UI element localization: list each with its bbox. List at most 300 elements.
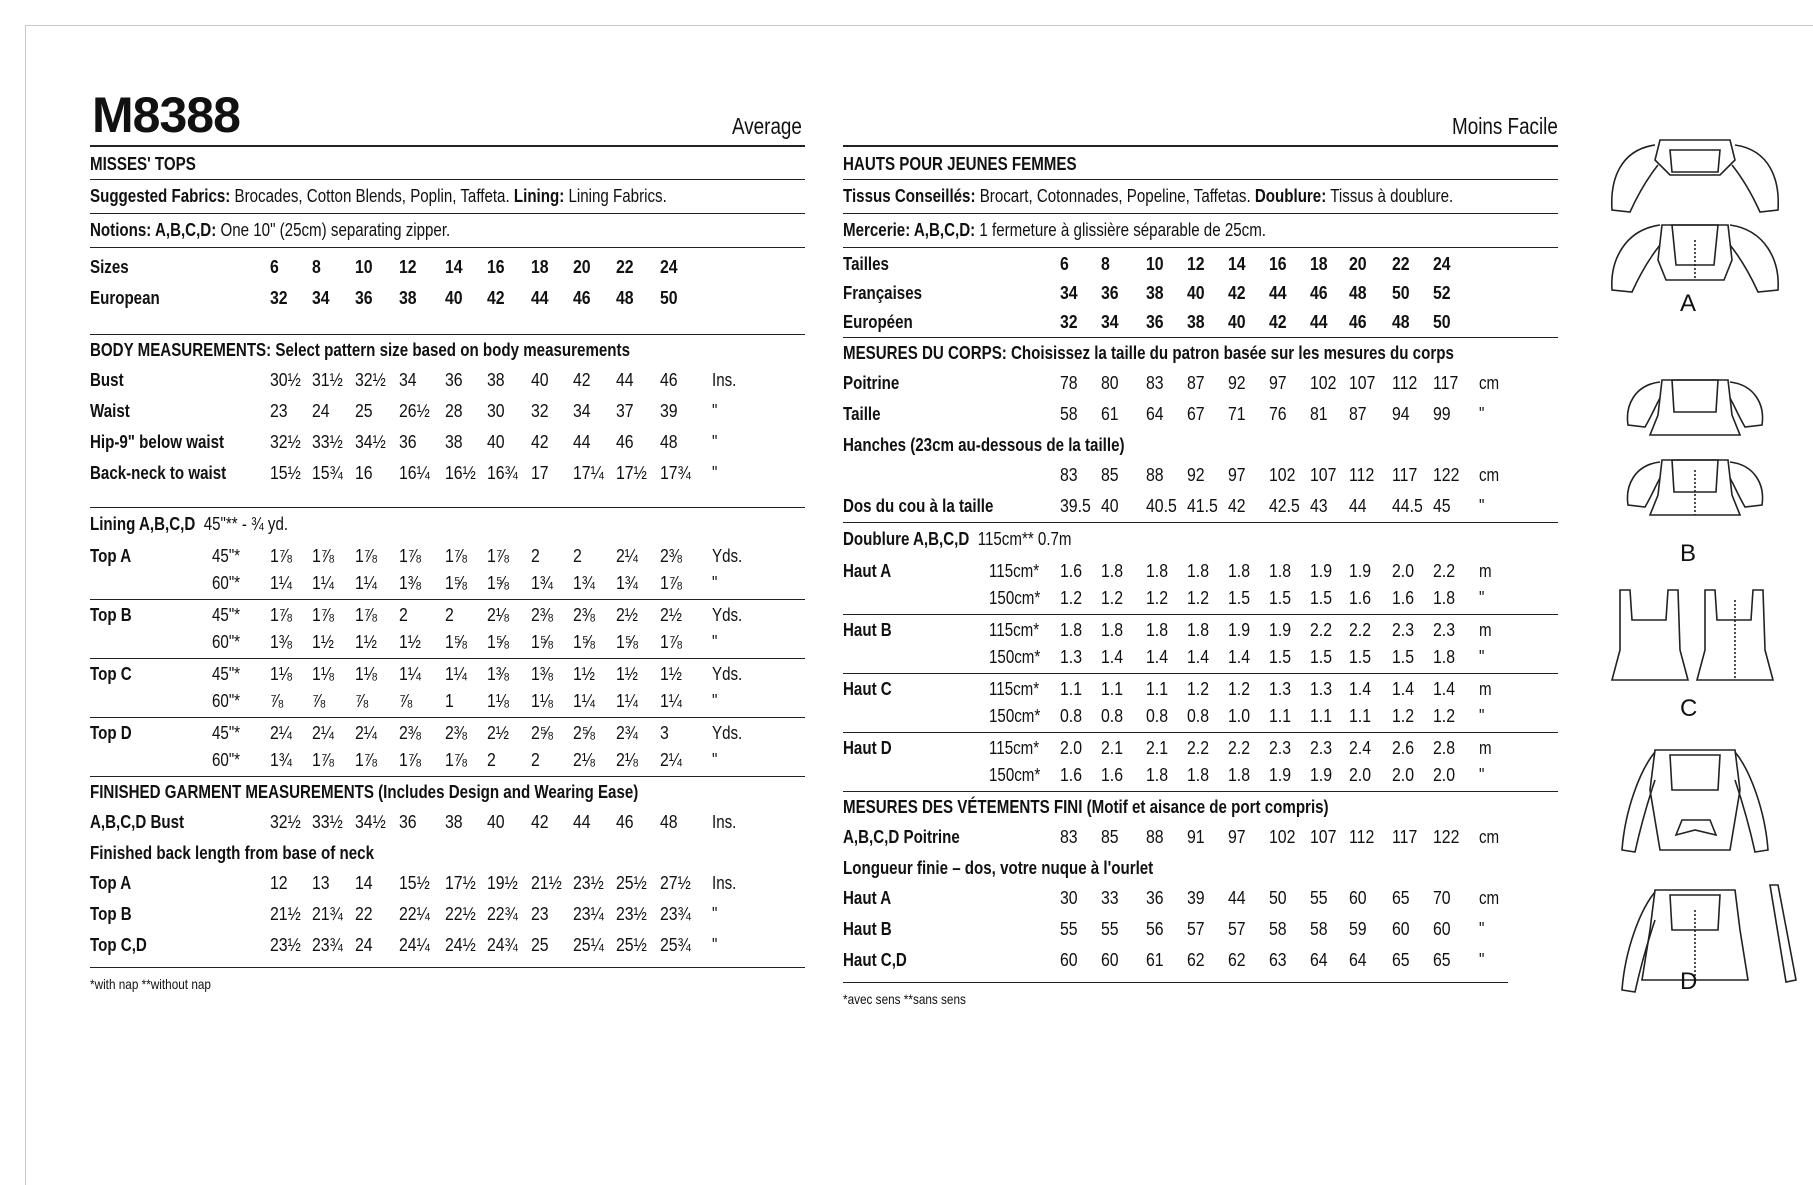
cell-value: 102	[1269, 465, 1296, 485]
row-label: Tailles	[843, 254, 889, 274]
width-label: 115cm*	[989, 738, 1040, 758]
width-label: 45"*	[212, 605, 241, 625]
yardage-row	[843, 617, 1558, 644]
cell-value: ⅞	[270, 691, 284, 711]
cell-value: 2.3	[1310, 738, 1333, 758]
europeen-row	[843, 308, 1558, 337]
cell-value: 1⅝	[531, 632, 554, 652]
cell-value: 22	[616, 257, 634, 277]
cell-value: 122	[1433, 827, 1460, 847]
cell-value: 85	[1101, 827, 1119, 847]
cell-value: 8	[1101, 254, 1110, 274]
cell-value: 97	[1228, 827, 1246, 847]
cell-value: 21½	[270, 904, 301, 924]
cell-value: 2.1	[1146, 738, 1169, 758]
cell-value: 112	[1392, 373, 1418, 393]
cell-value: 1⅞	[270, 546, 293, 566]
cell-value: 16½	[445, 463, 476, 483]
european-row	[90, 283, 805, 314]
row-label: Back-neck to waist	[90, 463, 227, 483]
cell-value: 1¾	[531, 573, 554, 593]
row-label: Top B	[90, 904, 132, 924]
yardage-row	[843, 735, 1558, 762]
cell-value: 32½	[270, 812, 301, 832]
cell-value: 6	[1060, 254, 1069, 274]
cell-value: 17½	[616, 463, 647, 483]
cell-value: 107	[1310, 465, 1337, 485]
cell-value: 41.5	[1187, 496, 1218, 516]
unit-label: "	[712, 935, 718, 955]
row-label: Sizes	[90, 257, 129, 277]
cell-value: 2.2	[1433, 561, 1456, 581]
width-label: 60"*	[212, 691, 241, 711]
cell-value: 1¾	[270, 750, 293, 770]
cell-value: 21½	[531, 873, 562, 893]
cell-value: 58	[1060, 404, 1078, 424]
cell-value: 22½	[445, 904, 476, 924]
cell-value: 61	[1101, 404, 1119, 424]
body-measurements-en	[90, 365, 805, 489]
cell-value: 1⅛	[487, 691, 510, 711]
row-label: Haut A	[843, 561, 892, 581]
cell-value: 23½	[616, 904, 647, 924]
row-label: A,B,C,D Poitrine	[843, 827, 960, 847]
view-c-sketch	[1612, 590, 1773, 680]
body-row	[843, 399, 1558, 430]
cell-value: 2¼	[660, 750, 683, 770]
difficulty-en: Average	[732, 113, 802, 139]
cell-value: 1.8	[1146, 620, 1169, 640]
cell-value: 1.8	[1187, 620, 1210, 640]
cell-value: 2.2	[1310, 620, 1333, 640]
back-length-row	[843, 945, 1558, 976]
cell-value: 42.5	[1269, 496, 1300, 516]
row-label: Top A	[90, 546, 132, 566]
cell-value: 46	[660, 370, 678, 390]
view-d-sketch	[1622, 750, 1796, 992]
unit-label: Ins.	[712, 370, 737, 390]
cell-value: 1⅜	[531, 664, 554, 684]
cell-value: 32	[270, 288, 288, 308]
cell-value: 1.4	[1433, 679, 1456, 699]
cell-value: 1⅝	[487, 573, 510, 593]
cell-value: 112	[1349, 827, 1375, 847]
cell-value: 1⅞	[660, 573, 683, 593]
cell-value: 50	[1269, 888, 1287, 908]
yardage-row	[90, 543, 805, 570]
cell-value: 34	[1101, 312, 1119, 332]
yardage-row	[90, 570, 805, 597]
cell-value: 56	[1146, 919, 1164, 939]
cell-value: 23¾	[660, 904, 691, 924]
cell-value: 83	[1060, 827, 1078, 847]
row-label: Top B	[90, 605, 132, 625]
unit-label: "	[712, 432, 718, 452]
cell-value: 2.2	[1349, 620, 1372, 640]
cell-value: 6	[270, 257, 279, 277]
row-label: Haut C	[843, 679, 892, 699]
cell-value: 32	[1060, 312, 1078, 332]
cell-value: 1⅝	[445, 573, 468, 593]
width-label: 45"*	[212, 546, 241, 566]
cell-value: 34½	[355, 812, 386, 832]
fabrics-en: Suggested Fabrics: Brocades, Cotton Blends, Poplin, Taffeta. Lining: Lining Fabrics.	[90, 186, 667, 206]
cell-value: 1.9	[1269, 765, 1292, 785]
cell-value: 1.2	[1392, 706, 1415, 726]
hanches-label: Hanches (23cm au-dessous de la taille)	[843, 435, 1125, 455]
cell-value: 60	[1101, 950, 1119, 970]
cell-value: 92	[1187, 465, 1205, 485]
cell-value: 1.8	[1060, 620, 1083, 640]
cell-value: 23½	[270, 935, 301, 955]
cell-value: 20	[1349, 254, 1367, 274]
cell-value: 1.6	[1392, 588, 1415, 608]
cell-value: 87	[1187, 373, 1205, 393]
cell-value: 1.8	[1187, 561, 1210, 581]
cell-value: 1.4	[1101, 647, 1124, 667]
cell-value: 2.0	[1392, 765, 1415, 785]
cell-value: 46	[616, 812, 634, 832]
unit-label: "	[712, 463, 718, 483]
cell-value: 1.4	[1146, 647, 1169, 667]
cell-value: 36	[1146, 312, 1164, 332]
cell-value: 2	[531, 750, 540, 770]
cell-value: 1.4	[1187, 647, 1210, 667]
cell-value: 1½	[355, 632, 378, 652]
cell-value: 2.0	[1060, 738, 1083, 758]
row-label: A,B,C,D Bust	[90, 812, 185, 832]
view-label-d: D	[1680, 968, 1698, 995]
cell-value: 44	[1349, 496, 1367, 516]
cell-value: 2⅛	[616, 750, 639, 770]
cell-value: 39	[660, 401, 678, 421]
cell-value: 80	[1101, 373, 1119, 393]
cell-value: 1⅞	[312, 546, 335, 566]
finished-bust-row	[90, 807, 805, 838]
cell-value: 12	[1187, 254, 1205, 274]
cell-value: 43	[1310, 496, 1328, 516]
cell-value: 50	[660, 288, 678, 308]
view-label-a: A	[1680, 290, 1697, 317]
cell-value: 22	[355, 904, 373, 924]
cell-value: ⅞	[399, 691, 413, 711]
cell-value: 25½	[616, 873, 647, 893]
cell-value: 1⅞	[445, 750, 468, 770]
cell-value: 37	[616, 401, 634, 421]
cell-value: 1⅞	[312, 605, 335, 625]
cell-value: 10	[355, 257, 373, 277]
cell-value: 19½	[487, 873, 518, 893]
cell-value: 20	[573, 257, 591, 277]
unit-label: "	[712, 691, 718, 711]
unit-label: cm	[1479, 465, 1500, 485]
lining-heading-fr: Doublure A,B,C,D 115cm** 0.7m	[843, 529, 1072, 549]
cell-value: 65	[1392, 888, 1410, 908]
cell-value: 97	[1228, 465, 1246, 485]
width-label: 150cm*	[989, 588, 1041, 608]
cell-value: 99	[1433, 404, 1451, 424]
cell-value: 28	[445, 401, 463, 421]
row-label: Bust	[90, 370, 124, 390]
row-label: Waist	[90, 401, 130, 421]
cell-value: 34	[312, 288, 330, 308]
francaises-row	[843, 279, 1558, 308]
yardage-row	[843, 558, 1558, 585]
cell-value: 92	[1228, 373, 1246, 393]
cell-value: 2⅛	[487, 605, 510, 625]
cell-value: 38	[445, 432, 463, 452]
cell-value: 1.1	[1060, 679, 1083, 699]
cell-value: 88	[1146, 827, 1164, 847]
cell-value: 44	[531, 288, 549, 308]
cell-value: 21¾	[312, 904, 343, 924]
cell-value: 2.3	[1392, 620, 1415, 640]
cell-value: 1⅞	[399, 750, 422, 770]
cell-value: 32	[531, 401, 549, 421]
cell-value: 1⅞	[445, 546, 468, 566]
cell-value: 1.8	[1433, 588, 1456, 608]
view-label-b: B	[1680, 540, 1697, 567]
cell-value: 64	[1349, 950, 1367, 970]
width-label: 45"*	[212, 723, 241, 743]
cell-value: 16	[355, 463, 373, 483]
cell-value: 1.6	[1349, 588, 1372, 608]
back-length-row	[90, 930, 805, 961]
cell-value: 48	[616, 288, 634, 308]
cell-value: 50	[1392, 283, 1410, 303]
cell-value: 14	[355, 873, 373, 893]
cell-value: 60	[1433, 919, 1451, 939]
unit-label: "	[712, 750, 718, 770]
cell-value: ⅞	[355, 691, 369, 711]
tailles-row	[843, 250, 1558, 279]
cell-value: 36	[399, 812, 417, 832]
unit-label: Yds.	[712, 723, 743, 743]
cell-value: 44.5	[1392, 496, 1423, 516]
finished-bust-row	[843, 822, 1558, 853]
cell-value: 67	[1187, 404, 1205, 424]
cell-value: 1.9	[1349, 561, 1372, 581]
body-row	[90, 427, 805, 458]
cell-value: 91	[1187, 827, 1205, 847]
back-length-row	[843, 883, 1558, 914]
cell-value: 94	[1392, 404, 1410, 424]
cell-value: 2½	[616, 605, 639, 625]
cell-value: 30½	[270, 370, 301, 390]
cell-value: 52	[1433, 283, 1451, 303]
cell-value: 55	[1060, 919, 1078, 939]
row-label: Haut B	[843, 620, 892, 640]
title-fr: HAUTS POUR JEUNES FEMMES	[843, 154, 1077, 174]
cell-value: 2	[531, 546, 540, 566]
cell-value: 55	[1101, 919, 1119, 939]
cell-value: 0.8	[1060, 706, 1083, 726]
cell-value: 23¾	[312, 935, 343, 955]
cell-value: 2	[573, 546, 582, 566]
cell-value: 60	[1060, 950, 1078, 970]
cell-value: 36	[445, 370, 463, 390]
finished-bust-en	[90, 807, 805, 838]
cell-value: 40	[1101, 496, 1119, 516]
cell-value: 61	[1146, 950, 1164, 970]
yardage-row	[90, 747, 805, 774]
cell-value: 1⅜	[270, 632, 293, 652]
cell-value: 2¼	[312, 723, 335, 743]
cell-value: 36	[355, 288, 373, 308]
finished-bust-fr	[843, 822, 1558, 853]
cell-value: 65	[1392, 950, 1410, 970]
width-label: 115cm*	[989, 561, 1040, 581]
cell-value: 1⅝	[445, 632, 468, 652]
cell-value: 76	[1269, 404, 1287, 424]
cell-value: 17¾	[660, 463, 691, 483]
cell-value: 10	[1146, 254, 1164, 274]
cell-value: 2.4	[1349, 738, 1372, 758]
row-label: Top A	[90, 873, 132, 893]
cell-value: 25	[355, 401, 373, 421]
width-label: 45"*	[212, 664, 241, 684]
yardage-row	[90, 661, 805, 688]
back-length-row	[843, 914, 1558, 945]
yardage-row	[843, 703, 1558, 730]
cell-value: 62	[1228, 950, 1246, 970]
cell-value: 1⅞	[270, 605, 293, 625]
cell-value: 2.2	[1228, 738, 1251, 758]
cell-value: 16¼	[399, 463, 430, 483]
back-length-heading-en: Finished back length from base of neck	[90, 843, 374, 863]
cell-value: 85	[1101, 465, 1119, 485]
cell-value: 63	[1269, 950, 1287, 970]
cell-value: 1.9	[1228, 620, 1251, 640]
unit-label: "	[712, 632, 718, 652]
cell-value: 1⅞	[487, 546, 510, 566]
body-row	[90, 458, 805, 489]
cell-value: 34½	[355, 432, 386, 452]
cell-value: 1.8	[1269, 561, 1292, 581]
cell-value: 25¾	[660, 935, 691, 955]
cell-value: 117	[1392, 465, 1418, 485]
body-row	[843, 460, 1558, 491]
body-row	[90, 365, 805, 396]
unit-label: cm	[1479, 888, 1500, 908]
cell-value: 62	[1187, 950, 1205, 970]
cell-value: 2⅜	[399, 723, 422, 743]
cell-value: 40	[1228, 312, 1246, 332]
row-label: Dos du cou à la taille	[843, 496, 994, 516]
cell-value: 55	[1310, 888, 1328, 908]
cell-value: 44	[1269, 283, 1287, 303]
cell-value: 44	[1310, 312, 1328, 332]
cell-value: 25½	[616, 935, 647, 955]
cell-value: 1.6	[1101, 765, 1124, 785]
yardage-row	[90, 720, 805, 747]
cell-value: 42	[1269, 312, 1287, 332]
cell-value: 64	[1310, 950, 1328, 970]
cell-value: 40	[1187, 283, 1205, 303]
cell-value: 1.8	[1101, 561, 1124, 581]
cell-value: 16	[487, 257, 505, 277]
cell-value: 102	[1310, 373, 1337, 393]
row-label: Européen	[843, 312, 913, 332]
cell-value: 1⅞	[355, 605, 378, 625]
cell-value: 1.8	[1146, 765, 1169, 785]
notions-en: Notions: A,B,C,D: One 10" (25cm) separating zipper.	[90, 220, 451, 240]
cell-value: 2.8	[1433, 738, 1456, 758]
cell-value: 1⅝	[573, 632, 596, 652]
cell-value: 78	[1060, 373, 1078, 393]
unit-label: "	[712, 904, 718, 924]
cell-value: 1¼	[399, 664, 422, 684]
cell-value: 15¾	[312, 463, 343, 483]
cell-value: 1.1	[1310, 706, 1333, 726]
back-length-row	[90, 868, 805, 899]
row-label: Hip-9" below waist	[90, 432, 225, 452]
row-label: Poitrine	[843, 373, 900, 393]
garment-sketches	[1600, 130, 1800, 1010]
cell-value: 33	[1101, 888, 1119, 908]
cell-value: 23¼	[573, 904, 604, 924]
cell-value: 1.8	[1433, 647, 1456, 667]
yardage-table-en	[90, 541, 805, 776]
cell-value: 1⅞	[355, 546, 378, 566]
cell-value: 1.8	[1228, 561, 1251, 581]
cell-value: 25	[531, 935, 549, 955]
cell-value: 1¼	[660, 691, 683, 711]
cell-value: 48	[660, 812, 678, 832]
cell-value: 60	[1392, 919, 1410, 939]
cell-value: 42	[1228, 283, 1246, 303]
cell-value: 0.8	[1187, 706, 1210, 726]
cell-value: 1¼	[270, 573, 293, 593]
cell-value: 1.2	[1187, 588, 1210, 608]
cell-value: 36	[1101, 283, 1119, 303]
cell-value: 34	[399, 370, 417, 390]
cell-value: 16¾	[487, 463, 518, 483]
cell-value: 122	[1433, 465, 1460, 485]
back-length-heading-fr: Longueur finie – dos, votre nuque à l'ourlet	[843, 858, 1154, 878]
cell-value: 97	[1269, 373, 1287, 393]
finished-heading-fr: MESURES DES VÉTEMENTS FINI (Motif et aisance de port compris)	[843, 797, 1329, 817]
cell-value: 1¼	[445, 664, 468, 684]
cell-value: 1⅝	[487, 632, 510, 652]
unit-label: Ins.	[712, 873, 737, 893]
cell-value: 2.3	[1433, 620, 1456, 640]
cell-value: 1.6	[1060, 561, 1083, 581]
cell-value: 15½	[270, 463, 301, 483]
cell-value: 1.0	[1228, 706, 1251, 726]
cell-value: 24½	[445, 935, 476, 955]
unit-label: m	[1479, 620, 1492, 640]
cell-value: 1.1	[1349, 706, 1372, 726]
cell-value: 1.5	[1310, 647, 1333, 667]
cell-value: 1	[445, 691, 454, 711]
cell-value: 1.8	[1228, 765, 1251, 785]
cell-value: 1½	[573, 664, 596, 684]
cell-value: 17	[531, 463, 549, 483]
cell-value: 22	[1392, 254, 1410, 274]
unit-label: "	[1479, 496, 1485, 516]
cell-value: 23	[270, 401, 288, 421]
cell-value: 2	[487, 750, 496, 770]
cell-value: 1.9	[1269, 620, 1292, 640]
cell-value: 42	[531, 432, 549, 452]
cell-value: 102	[1269, 827, 1296, 847]
notions-fr: Mercerie: A,B,C,D: 1 fermeture à glissière séparable de 25cm.	[843, 220, 1267, 240]
cell-value: 14	[1228, 254, 1246, 274]
unit-label: Yds.	[712, 664, 743, 684]
unit-label: "	[1479, 765, 1485, 785]
cell-value: 117	[1433, 373, 1459, 393]
